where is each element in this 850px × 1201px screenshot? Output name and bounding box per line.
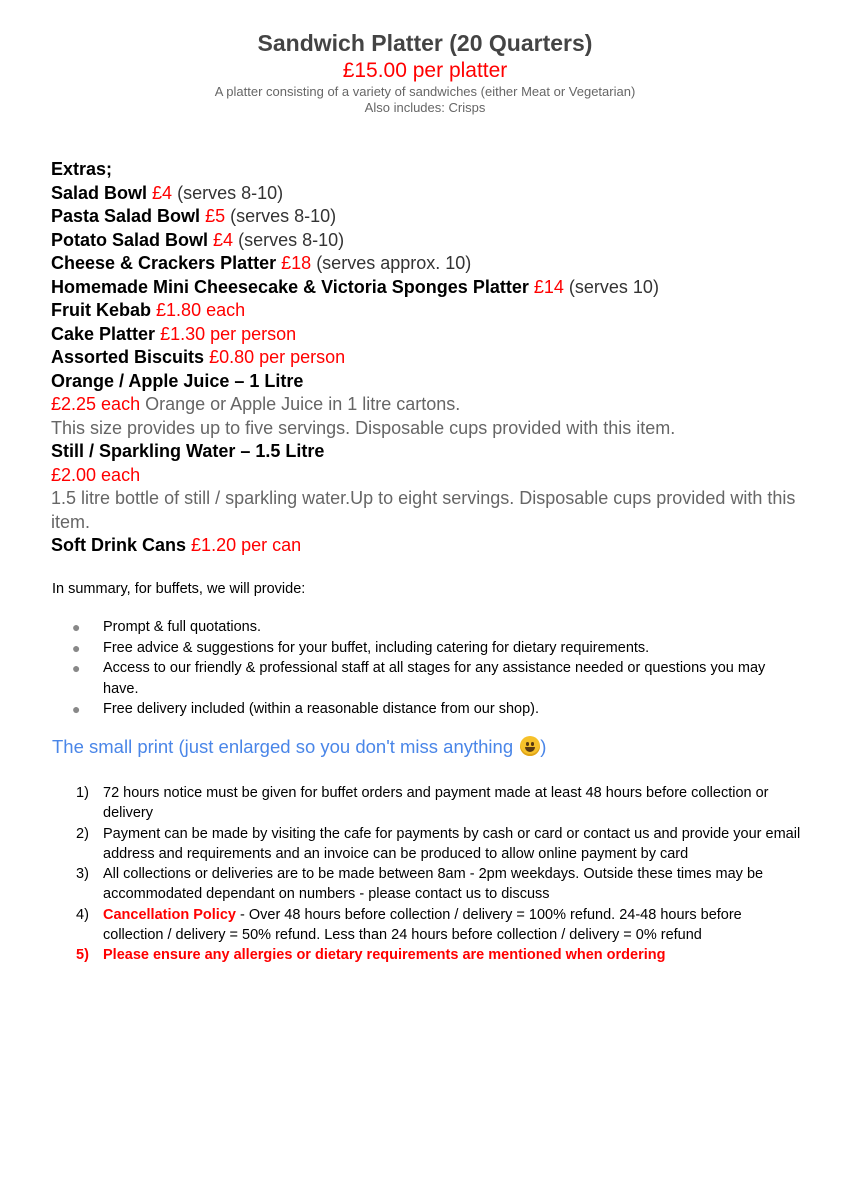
juice-details — [51, 393, 811, 417]
juice-price: £2.25 each — [51, 394, 141, 414]
extra-name: Homemade Mini Cheesecake & Victoria Sponges Platter — [51, 276, 529, 297]
extra-note: (serves 8-10) — [172, 182, 284, 203]
extra-price: £18 — [281, 253, 312, 273]
bullet-text: Free delivery included (within a reasonable distance from our shop). — [103, 701, 540, 717]
extra-name: Potato Salad Bowl — [51, 229, 209, 250]
term-item — [76, 824, 806, 865]
list-item — [72, 617, 772, 638]
extra-item — [51, 276, 811, 300]
term-text: 72 hours notice must be given for buffet orders and payment made at least 48 hours before collection or delivery — [103, 785, 769, 822]
extra-name: Pasta Salad Bowl — [51, 206, 201, 226]
extra-name: Fruit Kebab — [51, 300, 152, 320]
extra-price: £14 — [533, 276, 564, 297]
bullet-icon: ● — [72, 619, 81, 635]
smiley-face-icon — [520, 736, 540, 756]
small-print-heading-text: The small print (just enlarged so you don't miss anything — [52, 736, 519, 757]
bullet-icon: ● — [72, 701, 81, 717]
list-item — [72, 699, 772, 720]
term-text: Payment can be made by visiting the cafe for payments by cash or card or contact us and provide your email address and requirements and an invoice can be produced to allow online payment by card — [103, 825, 801, 862]
terms-list — [76, 783, 806, 966]
water-name: Still / Sparkling Water – 1.5 Litre — [51, 441, 325, 461]
page-title: Sandwich Platter (20 Quarters) — [257, 30, 593, 56]
extra-item — [51, 182, 811, 206]
term-item-allergy — [76, 945, 806, 965]
term-number: 2) — [76, 825, 89, 842]
term-item — [76, 864, 806, 905]
cancellation-policy-label: Cancellation Policy — [103, 906, 236, 923]
extra-item — [51, 205, 811, 229]
juice-desc-2: This size provides up to five servings. Disposable cups provided with this item. — [51, 417, 676, 438]
extra-item — [51, 252, 811, 276]
term-text: Please ensure any allergies or dietary requirements are mentioned when ordering — [103, 947, 666, 964]
juice-desc: Orange or Apple Juice in 1 litre cartons. — [140, 394, 461, 414]
term-number: 3) — [76, 866, 89, 883]
extra-note: (serves 10) — [563, 276, 659, 297]
platter-description: A platter consisting of a variety of sandwiches (either Meat or Vegetarian) — [214, 84, 636, 99]
bullet-text: Free advice & suggestions for your buffet, including catering for dietary requirements. — [103, 639, 650, 656]
term-text: All collections or deliveries are to be made between 8am - 2pm weekdays. Outside these times may be accommodated dependant on numbers - please contact us to discuss — [103, 866, 764, 903]
list-item — [72, 658, 772, 699]
extra-note: (serves 8-10) — [233, 229, 345, 250]
extra-price: £4 — [213, 229, 234, 250]
small-print-heading-end: ) — [540, 736, 547, 757]
water-price: £2.00 each — [51, 464, 141, 485]
water-desc: 1.5 litre bottle of still / sparkling water.Up to eight servings. Disposable cups provided with this item. — [51, 488, 796, 532]
extra-item — [51, 323, 811, 347]
extra-price: £1.80 each — [156, 300, 246, 320]
juice-name: Orange / Apple Juice – 1 Litre — [51, 370, 304, 391]
extra-name: Cheese & Crackers Platter — [51, 253, 277, 273]
extra-price: £5 — [205, 206, 226, 226]
extra-name: Salad Bowl — [51, 182, 148, 203]
term-number: 4) — [76, 906, 89, 923]
term-number: 1) — [76, 785, 89, 801]
extra-price: £4 — [152, 182, 173, 203]
bullet-text: Prompt & full quotations. — [103, 619, 261, 635]
cans-name: Soft Drink Cans — [51, 535, 187, 555]
extras-heading: Extras; — [51, 159, 113, 179]
list-item — [72, 638, 772, 659]
extra-item — [51, 346, 811, 370]
cans-price: £1.20 per can — [191, 535, 302, 555]
small-print-heading — [52, 736, 546, 758]
platter-includes: Also includes: Crisps — [364, 100, 486, 115]
extra-price: £1.30 per person — [160, 323, 297, 344]
extra-price: £0.80 per person — [209, 347, 346, 367]
extra-item-cans — [51, 534, 811, 558]
term-number: 5) — [76, 947, 89, 964]
extra-name: Assorted Biscuits — [51, 347, 205, 367]
term-text: - Over 48 hours before collection / delivery = 100% refund. 24-48 hours before collection / delivery = 50% refund. Less than 24 hours before collection / delivery = 0% refund — [103, 906, 742, 944]
summary-intro: In summary, for buffets, we will provide: — [52, 581, 306, 597]
extra-item — [51, 229, 811, 253]
summary-bullet-list — [72, 617, 772, 720]
bullet-icon: ● — [72, 660, 81, 676]
platter-price: £15.00 per platter — [342, 59, 508, 82]
term-item — [76, 783, 806, 824]
platter-header — [0, 28, 850, 116]
extra-name: Cake Platter — [51, 323, 156, 344]
bullet-text: Access to our friendly & professional staff at all stages for any assistance needed or questions you may have. — [103, 660, 766, 697]
term-item — [76, 905, 806, 946]
bullet-icon: ● — [72, 639, 81, 656]
extra-item — [51, 299, 811, 323]
extra-note: (serves 8-10) — [225, 206, 337, 226]
extra-note: (serves approx. 10) — [311, 253, 472, 273]
extras-list — [51, 158, 811, 558]
